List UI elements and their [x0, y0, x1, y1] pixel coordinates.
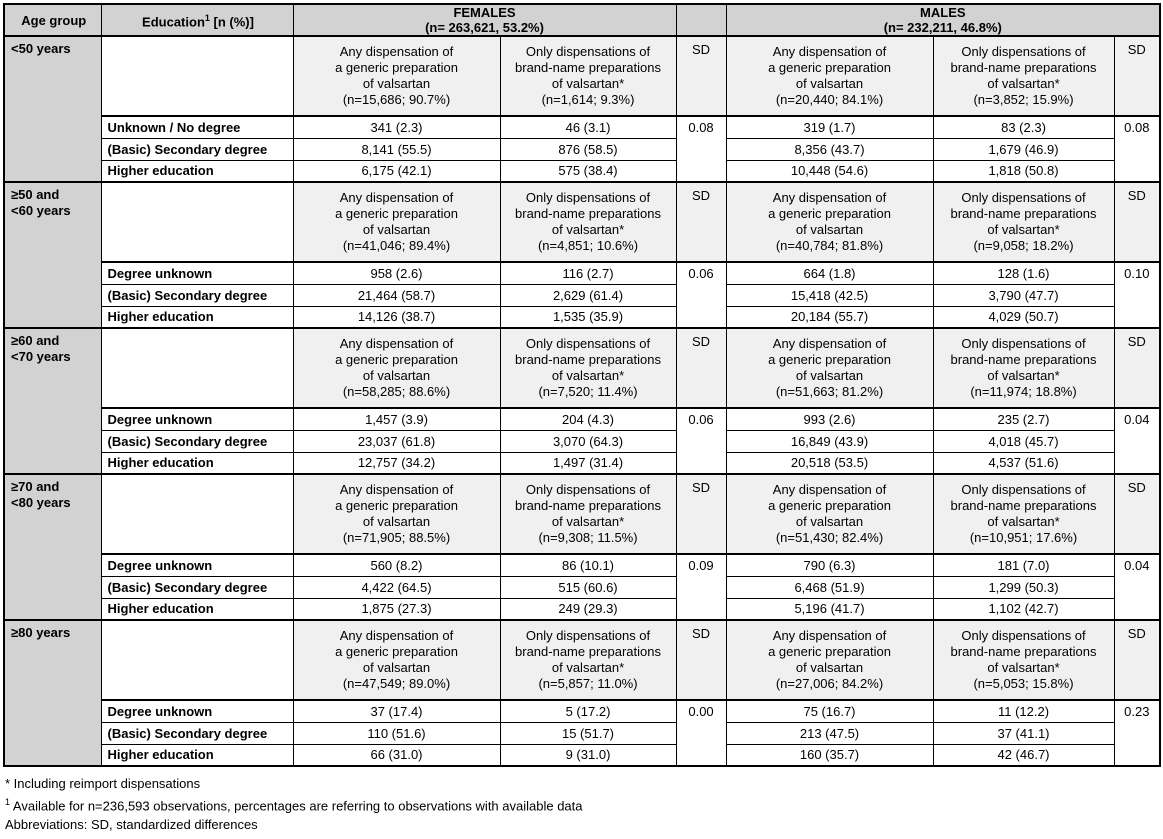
- females-brand-subheader: [500, 328, 676, 408]
- education-data-row: [4, 408, 1160, 430]
- males-brand-subheader: [933, 182, 1114, 262]
- females-brand-value: 46 (3.1): [500, 116, 676, 138]
- text-line: Any dispensation of: [339, 190, 454, 205]
- text-line: (n=47,549; 89.0%): [342, 676, 451, 691]
- males-brand-subheader: [933, 620, 1114, 700]
- text-line: a generic preparation: [335, 498, 458, 513]
- males-brand-value: 128 (1.6): [933, 262, 1114, 284]
- text-line: a generic preparation: [768, 644, 891, 659]
- females-title: FEMALES: [453, 5, 516, 20]
- males-generic-value: 5,196 (41.7): [726, 598, 933, 620]
- males-brand-value: 235 (2.7): [933, 408, 1114, 430]
- males-generic-value: 319 (1.7): [726, 116, 933, 138]
- education-label-cell: Higher education: [101, 160, 293, 182]
- males-brand-value: 1,299 (50.3): [933, 576, 1114, 598]
- text-line: brand-name preparations: [950, 352, 1097, 367]
- males-sd-value: 0.23: [1114, 700, 1160, 766]
- text-line: Only dispensations of: [961, 482, 1086, 497]
- females-sd-value: 0.06: [676, 408, 726, 474]
- females-sd-header-cell: SD: [676, 328, 726, 408]
- males-generic-value: 160 (35.7): [726, 744, 933, 766]
- education-label-cell: (Basic) Secondary degree: [101, 284, 293, 306]
- text-line: <50 years: [11, 41, 71, 56]
- females-sd-header-cell: SD: [676, 36, 726, 116]
- females-generic-value: 110 (51.6): [293, 722, 500, 744]
- text-line: of valsartan*: [987, 660, 1060, 675]
- text-line: (n=5,857; 11.0%): [538, 676, 638, 691]
- age-group-cell: [4, 328, 101, 474]
- females-generic-value: 560 (8.2): [293, 554, 500, 576]
- text-line: of valsartan*: [987, 76, 1060, 91]
- males-generic-value: 20,184 (55.7): [726, 306, 933, 328]
- females-brand-value: 515 (60.6): [500, 576, 676, 598]
- females-generic-value: 12,757 (34.2): [293, 452, 500, 474]
- education-label-cell: Degree unknown: [101, 408, 293, 430]
- females-brand-value: 1,535 (35.9): [500, 306, 676, 328]
- group-subheader-row: [4, 328, 1160, 408]
- group-subheader-row: [4, 620, 1160, 700]
- females-brand-value: 116 (2.7): [500, 262, 676, 284]
- education-data-row: [4, 554, 1160, 576]
- text-line: brand-name preparations: [950, 644, 1097, 659]
- text-line: brand-name preparations: [515, 206, 661, 221]
- text-line: (n=71,905; 88.5%): [342, 530, 451, 545]
- text-line: (n=20,440; 84.1%): [775, 92, 884, 107]
- education-header-text: Education: [142, 14, 205, 30]
- text-line: brand-name preparations: [950, 206, 1097, 221]
- education-empty-cell: [101, 182, 293, 262]
- males-sd-header-cell: SD: [1114, 474, 1160, 554]
- text-line: a generic preparation: [335, 206, 458, 221]
- text-line: Only dispensations of: [961, 44, 1086, 59]
- text-line: brand-name preparations: [515, 498, 661, 513]
- females-generic-value: 66 (31.0): [293, 744, 500, 766]
- age-group-cell: [4, 474, 101, 620]
- text-line: Any dispensation of: [772, 628, 887, 643]
- males-column-header: [726, 4, 1160, 36]
- females-brand-value: 1,497 (31.4): [500, 452, 676, 474]
- education-data-row: [4, 160, 1160, 182]
- females-generic-subheader: [293, 328, 500, 408]
- text-line: a generic preparation: [768, 498, 891, 513]
- males-sd-value: 0.08: [1114, 116, 1160, 182]
- education-data-row: [4, 306, 1160, 328]
- females-brand-value: 5 (17.2): [500, 700, 676, 722]
- females-brand-value: 204 (4.3): [500, 408, 676, 430]
- females-sd-header-spacer: [676, 4, 726, 36]
- text-line: of valsartan*: [987, 368, 1060, 383]
- males-brand-subheader: [933, 474, 1114, 554]
- females-sd-value: 0.06: [676, 262, 726, 328]
- education-label-cell: (Basic) Secondary degree: [101, 576, 293, 598]
- text-line: (n=7,520; 11.4%): [538, 384, 638, 399]
- females-brand-value: 15 (51.7): [500, 722, 676, 744]
- text-line: brand-name preparations: [515, 352, 661, 367]
- males-brand-value: 42 (46.7): [933, 744, 1114, 766]
- education-label-cell: Higher education: [101, 744, 293, 766]
- education-label-cell: Higher education: [101, 452, 293, 474]
- males-sd-value: 0.04: [1114, 408, 1160, 474]
- group-subheader-row: [4, 474, 1160, 554]
- text-line: (n=9,308; 11.5%): [538, 530, 638, 545]
- text-line: ≥80 years: [11, 625, 71, 640]
- education-data-row: [4, 744, 1160, 766]
- females-brand-value: 876 (58.5): [500, 138, 676, 160]
- females-brand-subheader: [500, 36, 676, 116]
- text-line: (n=10,951; 17.6%): [969, 530, 1078, 545]
- text-line: a generic preparation: [768, 60, 891, 75]
- education-data-row: [4, 262, 1160, 284]
- education-data-row: [4, 598, 1160, 620]
- education-header-suffix: [n (%)]: [209, 14, 254, 30]
- females-generic-value: 958 (2.6): [293, 262, 500, 284]
- text-line: (n=1,614; 9.3%): [541, 92, 635, 107]
- females-sd-value: 0.00: [676, 700, 726, 766]
- text-line: of valsartan*: [551, 514, 625, 529]
- females-generic-value: 8,141 (55.5): [293, 138, 500, 160]
- females-sd-header-cell: SD: [676, 620, 726, 700]
- text-line: brand-name preparations: [950, 60, 1097, 75]
- females-generic-value: 37 (17.4): [293, 700, 500, 722]
- footnote-line: * Including reimport dispensations: [5, 776, 201, 791]
- text-line: <80 years: [11, 495, 71, 510]
- education-data-row: [4, 284, 1160, 306]
- education-data-row: [4, 430, 1160, 452]
- text-line: Any dispensation of: [339, 482, 454, 497]
- females-generic-subheader: [293, 182, 500, 262]
- females-brand-value: 249 (29.3): [500, 598, 676, 620]
- footnote-marker: 1: [5, 797, 11, 807]
- females-sd-value: 0.09: [676, 554, 726, 620]
- text-line: a generic preparation: [335, 352, 458, 367]
- males-sd-header-cell: SD: [1114, 328, 1160, 408]
- text-line: (n=15,686; 90.7%): [342, 92, 451, 107]
- education-footnote-marker: 1: [204, 12, 210, 23]
- males-brand-value: 4,537 (51.6): [933, 452, 1114, 474]
- text-line: brand-name preparations: [515, 644, 661, 659]
- education-data-row: [4, 722, 1160, 744]
- males-generic-value: 790 (6.3): [726, 554, 933, 576]
- females-brand-value: 575 (38.4): [500, 160, 676, 182]
- males-brand-value: 4,018 (45.7): [933, 430, 1114, 452]
- males-generic-value: 75 (16.7): [726, 700, 933, 722]
- text-line: a generic preparation: [335, 644, 458, 659]
- education-data-row: [4, 452, 1160, 474]
- text-line: Only dispensations of: [525, 336, 651, 351]
- text-line: (n=11,974; 18.8%): [970, 384, 1077, 399]
- age-group-cell: [4, 36, 101, 182]
- text-line: Only dispensations of: [961, 628, 1086, 643]
- males-title: MALES: [920, 5, 966, 20]
- text-line: a generic preparation: [768, 352, 891, 367]
- group-subheader-row: [4, 182, 1160, 262]
- education-label-cell: Unknown / No degree: [101, 116, 293, 138]
- males-generic-subheader: [726, 474, 933, 554]
- text-line: (n=40,784; 81.8%): [775, 238, 884, 253]
- males-generic-subheader: [726, 328, 933, 408]
- text-line: of valsartan: [795, 76, 864, 91]
- text-line: a generic preparation: [768, 206, 891, 221]
- text-line: Any dispensation of: [772, 336, 887, 351]
- males-generic-value: 10,448 (54.6): [726, 160, 933, 182]
- age-group-cell: [4, 182, 101, 328]
- text-line: (n=41,046; 89.4%): [342, 238, 451, 253]
- females-brand-value: 9 (31.0): [500, 744, 676, 766]
- males-generic-value: 664 (1.8): [726, 262, 933, 284]
- females-generic-subheader: [293, 620, 500, 700]
- text-line: (n=9,058; 18.2%): [973, 238, 1074, 253]
- text-line: of valsartan: [362, 514, 431, 529]
- text-line: brand-name preparations: [950, 498, 1097, 513]
- education-empty-cell: [101, 36, 293, 116]
- text-line: Only dispensations of: [525, 44, 651, 59]
- females-generic-value: 1,875 (27.3): [293, 598, 500, 620]
- males-brand-value: 83 (2.3): [933, 116, 1114, 138]
- age-group-column-header: Age group: [4, 4, 101, 36]
- text-line: (n=58,285; 88.6%): [342, 384, 451, 399]
- footnote-line: Abbreviations: SD, standardized differences: [5, 817, 258, 833]
- text-line: of valsartan: [795, 660, 864, 675]
- text-line: Any dispensation of: [772, 482, 887, 497]
- text-line: of valsartan: [362, 660, 431, 675]
- males-brand-value: 181 (7.0): [933, 554, 1114, 576]
- females-generic-value: 4,422 (64.5): [293, 576, 500, 598]
- text-line: ≥50 and: [11, 187, 60, 202]
- text-line: of valsartan: [795, 514, 864, 529]
- education-data-row: [4, 138, 1160, 160]
- females-brand-value: 2,629 (61.4): [500, 284, 676, 306]
- footnotes: [5, 774, 1163, 834]
- text-line: of valsartan: [362, 368, 431, 383]
- text-line: (n=51,663; 81.2%): [775, 384, 884, 399]
- males-brand-value: 11 (12.2): [933, 700, 1114, 722]
- text-line: Any dispensation of: [339, 336, 454, 351]
- males-brand-value: 1,818 (50.8): [933, 160, 1114, 182]
- valsartan-dispensation-table: [3, 3, 1161, 767]
- males-brand-value: 1,102 (42.7): [933, 598, 1114, 620]
- males-brand-subheader: [933, 36, 1114, 116]
- males-generic-value: 20,518 (53.5): [726, 452, 933, 474]
- text-line: <60 years: [11, 203, 71, 218]
- education-label-cell: Degree unknown: [101, 554, 293, 576]
- text-line: Only dispensations of: [525, 628, 651, 643]
- females-column-header: [293, 4, 676, 36]
- education-label-cell: (Basic) Secondary degree: [101, 138, 293, 160]
- text-line: Only dispensations of: [961, 190, 1086, 205]
- females-generic-value: 6,175 (42.1): [293, 160, 500, 182]
- education-label-cell: Degree unknown: [101, 262, 293, 284]
- females-generic-value: 21,464 (58.7): [293, 284, 500, 306]
- text-line: a generic preparation: [335, 60, 458, 75]
- text-line: (n=3,852; 15.9%): [973, 92, 1074, 107]
- education-label-cell: Higher education: [101, 598, 293, 620]
- males-brand-value: 37 (41.1): [933, 722, 1114, 744]
- text-line: Any dispensation of: [772, 190, 887, 205]
- text-line: brand-name preparations: [515, 60, 661, 75]
- education-empty-cell: [101, 328, 293, 408]
- text-line: of valsartan*: [551, 76, 625, 91]
- text-line: of valsartan*: [987, 514, 1060, 529]
- table-body: [4, 36, 1160, 766]
- text-line: (n=27,006; 84.2%): [775, 676, 884, 691]
- females-generic-subheader: [293, 36, 500, 116]
- females-sd-value: 0.08: [676, 116, 726, 182]
- females-brand-subheader: [500, 182, 676, 262]
- males-sd-header-cell: SD: [1114, 620, 1160, 700]
- footnote-line: $^1$ Available for n=236,593 observations, percentages are referring to observations with available data: [5, 797, 583, 814]
- text-line: Any dispensation of: [772, 44, 887, 59]
- text-line: of valsartan*: [551, 368, 625, 383]
- males-sd-value: 0.10: [1114, 262, 1160, 328]
- text-line: ≥70 and: [11, 479, 60, 494]
- education-label-cell: (Basic) Secondary degree: [101, 722, 293, 744]
- education-label-cell: (Basic) Secondary degree: [101, 430, 293, 452]
- text-line: <70 years: [11, 349, 71, 364]
- text-line: Only dispensations of: [525, 190, 651, 205]
- age-group-cell: [4, 620, 101, 766]
- text-line: of valsartan: [795, 222, 864, 237]
- education-column-header: [101, 4, 293, 36]
- males-generic-value: 8,356 (43.7): [726, 138, 933, 160]
- education-data-row: [4, 700, 1160, 722]
- females-brand-subheader: [500, 474, 676, 554]
- text-line: Only dispensations of: [961, 336, 1086, 351]
- females-brand-value: 86 (10.1): [500, 554, 676, 576]
- text-line: of valsartan*: [987, 222, 1060, 237]
- education-data-row: [4, 576, 1160, 598]
- males-generic-subheader: [726, 36, 933, 116]
- females-brand-value: 3,070 (64.3): [500, 430, 676, 452]
- males-sd-header-cell: SD: [1114, 36, 1160, 116]
- table-header-row: [4, 4, 1160, 36]
- text-line: Any dispensation of: [339, 44, 454, 59]
- education-data-row: [4, 116, 1160, 138]
- males-brand-subheader: [933, 328, 1114, 408]
- males-generic-value: 16,849 (43.9): [726, 430, 933, 452]
- males-brand-value: 1,679 (46.9): [933, 138, 1114, 160]
- text-line: (n=5,053; 15.8%): [973, 676, 1074, 691]
- males-generic-value: 15,418 (42.5): [726, 284, 933, 306]
- males-generic-value: 993 (2.6): [726, 408, 933, 430]
- females-n: (n= 263,621, 53.2%): [425, 20, 544, 35]
- text-line: of valsartan: [362, 76, 431, 91]
- education-label-cell: Degree unknown: [101, 700, 293, 722]
- education-label-cell: Higher education: [101, 306, 293, 328]
- text-line: (n=4,851; 10.6%): [537, 238, 639, 253]
- males-generic-value: 213 (47.5): [726, 722, 933, 744]
- females-generic-value: 14,126 (38.7): [293, 306, 500, 328]
- text-line: of valsartan*: [551, 660, 625, 675]
- text-line: of valsartan*: [551, 222, 625, 237]
- text-line: Only dispensations of: [525, 482, 651, 497]
- males-brand-value: 4,029 (50.7): [933, 306, 1114, 328]
- males-brand-value: 3,790 (47.7): [933, 284, 1114, 306]
- males-generic-subheader: [726, 182, 933, 262]
- females-sd-header-cell: SD: [676, 474, 726, 554]
- education-empty-cell: [101, 474, 293, 554]
- females-generic-value: 23,037 (61.8): [293, 430, 500, 452]
- education-empty-cell: [101, 620, 293, 700]
- females-brand-subheader: [500, 620, 676, 700]
- females-generic-subheader: [293, 474, 500, 554]
- text-line: Any dispensation of: [339, 628, 454, 643]
- males-sd-header-cell: SD: [1114, 182, 1160, 262]
- text-line: of valsartan: [362, 222, 431, 237]
- males-n: (n= 232,211, 46.8%): [883, 20, 1002, 35]
- group-subheader-row: [4, 36, 1160, 116]
- females-generic-value: 341 (2.3): [293, 116, 500, 138]
- text-line: (n=51,430; 82.4%): [775, 530, 884, 545]
- males-generic-value: 6,468 (51.9): [726, 576, 933, 598]
- text-line: of valsartan: [795, 368, 864, 383]
- females-sd-header-cell: SD: [676, 182, 726, 262]
- males-generic-subheader: [726, 620, 933, 700]
- text-line: ≥60 and: [11, 333, 60, 348]
- males-sd-value: 0.04: [1114, 554, 1160, 620]
- females-generic-value: 1,457 (3.9): [293, 408, 500, 430]
